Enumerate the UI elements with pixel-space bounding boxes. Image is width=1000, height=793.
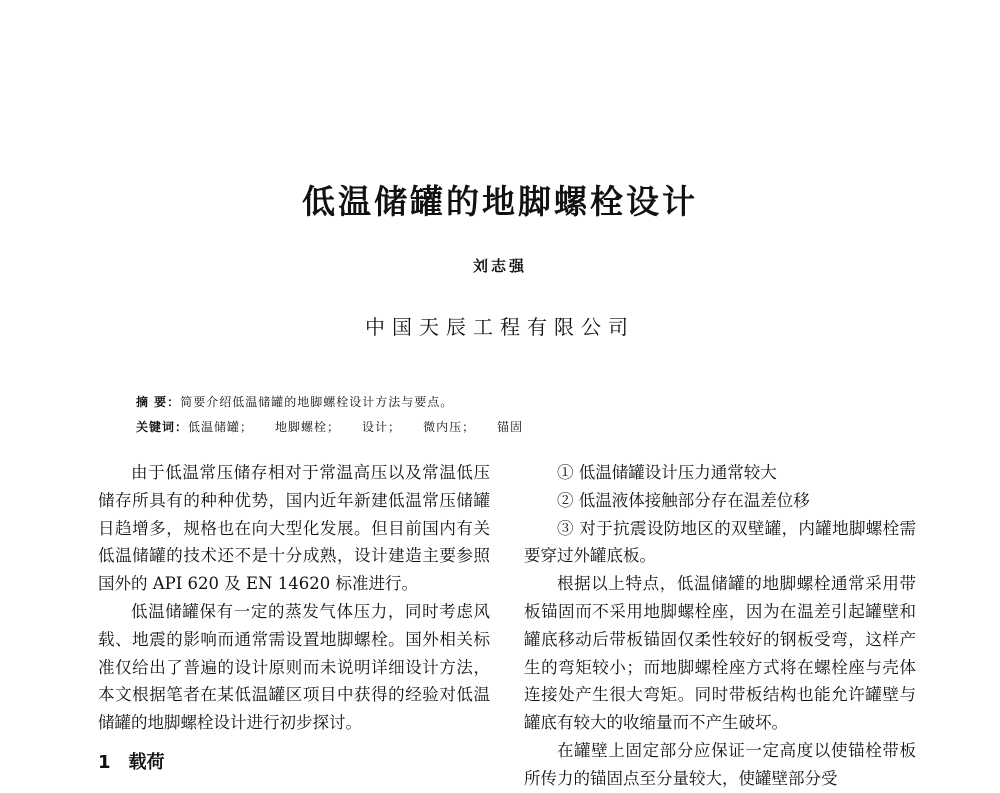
section-title: 载荷 bbox=[128, 751, 165, 773]
keyword: 地脚螺栓； bbox=[275, 420, 341, 434]
keyword: 设计； bbox=[362, 420, 402, 434]
body-paragraph: 根据以上特点，低温储罐的地脚螺栓通常采用带板锚固而不采用地脚螺栓座，因为在温差引起罐壁和罐底移动后带板锚固仅柔性较好的钢板受弯，这样产生的弯矩较小；而地脚螺栓座方式将在螺栓座与壳体连接处产生很大弯矩。同时带板结构也能允许罐壁与罐底有较大的收缩量而不产生破坏。 bbox=[524, 574, 916, 733]
section-number: 1 bbox=[98, 751, 111, 773]
body-paragraph: 低温储罐保有一定的蒸发气体压力，同时考虑风载、地震的影响而通常需设置地脚螺栓。国外相关标准仅给出了普遍的设计原则而未说明详细设计方法，本文根据笔者在某低温罐区项目中获得的经验对低温储罐的地脚螺栓设计进行初步探讨。 bbox=[98, 601, 490, 733]
keyword: 微内压； bbox=[423, 420, 476, 434]
abstract bbox=[136, 393, 453, 410]
list-item: ③ 对于抗震设防地区的双壁罐，内罐地脚螺栓需要穿过外罐底板。 bbox=[524, 518, 916, 566]
keywords-label: 关键词： bbox=[136, 420, 189, 434]
list-item: ① 低温储罐设计压力通常较大 bbox=[557, 463, 777, 482]
paper-title: 低温储罐的地脚螺栓设计 bbox=[302, 182, 698, 221]
body-paragraph: 由于低温常压储存相对于常温高压以及常温低压储存所具有的种种优势，国内近年新建低温常压储罐日趋增多，规格也在向大型化发展。但目前国内有关低温储罐的技术还不是十分成熟，设计建造主要参照国外的 API 620 及 EN 14620 标准进行。 bbox=[98, 463, 490, 594]
keyword: 低温储罐； bbox=[188, 420, 254, 434]
abstract-text: 简要介绍低温储罐的地脚螺栓设计方法与要点。 bbox=[180, 395, 454, 409]
body-column-left bbox=[98, 459, 490, 777]
body-paragraph: 在罐壁上固定部分应保证一定高度以使锚栓带板所传力的锚固点至分量较大，使罐壁部分受 bbox=[524, 740, 916, 788]
abstract-label: 摘 要： bbox=[136, 395, 181, 409]
body-column-right bbox=[524, 459, 916, 793]
list-item: ② 低温液体接触部分存在温差位移 bbox=[557, 490, 810, 510]
author-name: 刘志强 bbox=[472, 257, 527, 275]
author-affiliation: 中国天辰工程有限公司 bbox=[365, 315, 635, 339]
keyword: 锚固 bbox=[497, 420, 524, 434]
keywords bbox=[136, 418, 545, 435]
section-heading bbox=[98, 749, 490, 777]
